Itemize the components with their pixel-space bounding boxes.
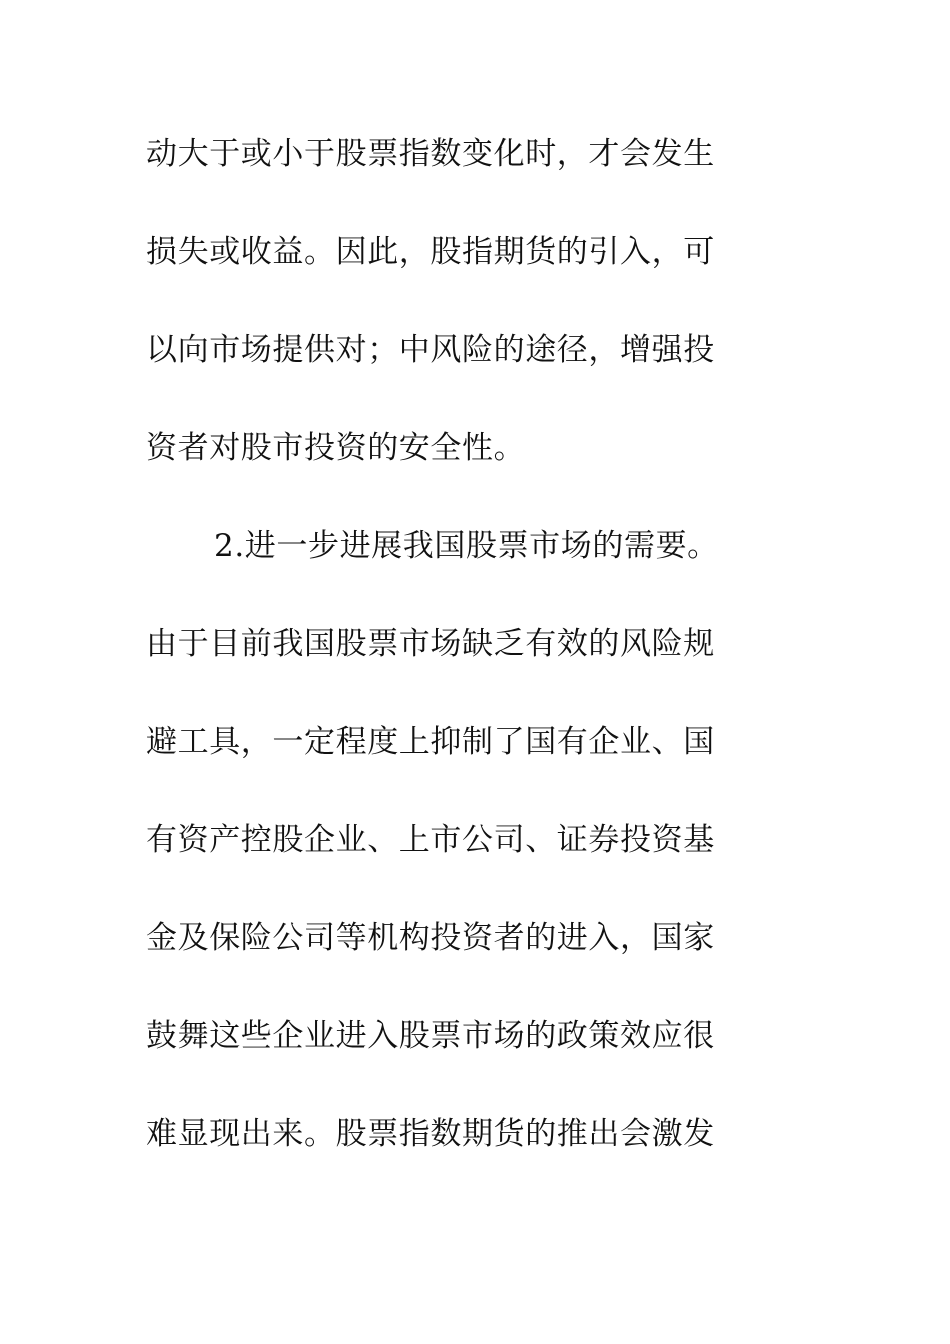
text-line: 由于目前我国股票市场缺乏有效的风险规 xyxy=(146,626,715,662)
text-line: 有资产控股企业、上市公司、证券投资基 xyxy=(146,822,715,858)
text-line: 动大于或小于股票指数变化时，才会发生 xyxy=(146,136,715,172)
text-line: 鼓舞这些企业进入股票市场的政策效应很 xyxy=(146,1018,715,1054)
body-text xyxy=(146,128,786,1206)
text-line: 以向市场提供对；中风险的途径，增强投 xyxy=(146,332,715,368)
section-heading-line: 2.进一步进展我国股票市场的需要。 xyxy=(214,528,719,564)
text-line: 难显现出来。股票指数期货的推出会激发 xyxy=(146,1116,715,1152)
text-line: 避工具，一定程度上抑制了国有企业、国 xyxy=(146,724,715,760)
text-line: 损失或收益。因此，股指期货的引入，可 xyxy=(146,234,715,270)
text-line: 资者对股市投资的安全性。 xyxy=(146,430,526,466)
text-line: 金及保险公司等机构投资者的进入，国家 xyxy=(146,920,715,956)
